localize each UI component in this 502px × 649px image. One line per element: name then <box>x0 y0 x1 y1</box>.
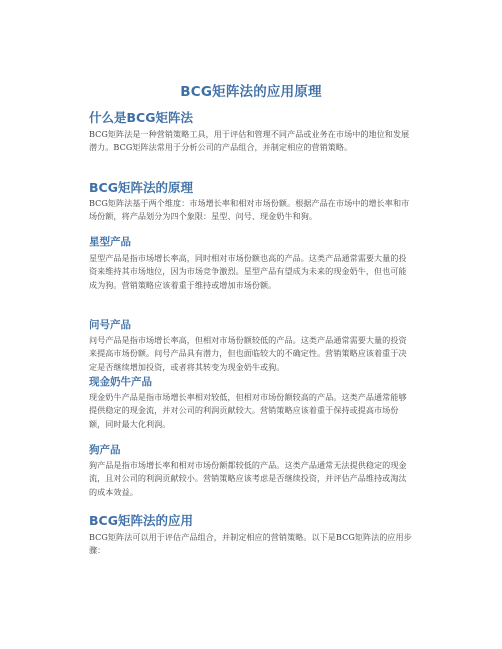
section-heading-cash-cow: 现金奶牛产品 <box>89 376 152 388</box>
section-heading-what-is-bcg: 什么是BCG矩阵法 <box>89 110 193 125</box>
section-heading-star: 星型产品 <box>89 236 131 248</box>
section-heading-dog: 狗产品 <box>89 444 121 456</box>
section-paragraph-principle: BCG矩阵法基于两个维度：市场增长率和相对市场份额。根据产品在市场中的增长率和市场份额，将产品划分为四个象限：星型、问号、现金奶牛和狗。 <box>89 198 410 222</box>
section-paragraph-application: BCG矩阵法可以用于评估产品组合，并制定相应的营销策略。以下是BCG矩阵法的应用步骤： <box>89 532 412 556</box>
section-paragraph-question: 问号产品是指市场增长率高，但相对市场份额较低的产品。这类产品通常需要大量的投资来提高市场份额。问号产品具有潜力，但也面临较大的不确定性。营销策略应该着重于决定是否继续增加投资，或者将其转变为现金奶牛或狗。 <box>89 335 407 372</box>
section-heading-application: BCG矩阵法的应用 <box>89 513 193 528</box>
section-paragraph-what-is-bcg: BCG矩阵法是一种营销策略工具，用于评估和管理不同产品或业务在市场中的地位和发展潜力。BCG矩阵法常用于分析公司的产品组合，并制定相应的营销策略。 <box>89 129 410 153</box>
section-heading-question: 问号产品 <box>89 319 131 331</box>
section-paragraph-dog: 狗产品是指市场增长率和相对市场份额都较低的产品。这类产品通常无法提供稳定的现金流，且对公司的利润贡献较小。营销策略应该考虑是否继续投资，并评估产品维持或淘汰的成本效益。 <box>89 460 407 497</box>
section-heading-principle: BCG矩阵法的原理 <box>89 180 193 195</box>
section-paragraph-star: 星型产品是指市场增长率高，同时相对市场份额也高的产品。这类产品通常需要大量的投资来维持其市场地位，因为市场竞争激烈。星型产品有望成为未来的现金奶牛，但也可能成为狗。营销策略应该着重于维持或增加市场份额。 <box>89 253 407 290</box>
section-paragraph-cash-cow: 现金奶牛产品是指市场增长率相对较低，但相对市场份额较高的产品。这类产品通常能够提供稳定的现金流，并对公司的利润贡献较大。营销策略应该着重于保持或提高市场份额，同时最大化利润。 <box>89 392 407 429</box>
document-title: BCG矩阵法的应用原理 <box>180 84 322 100</box>
